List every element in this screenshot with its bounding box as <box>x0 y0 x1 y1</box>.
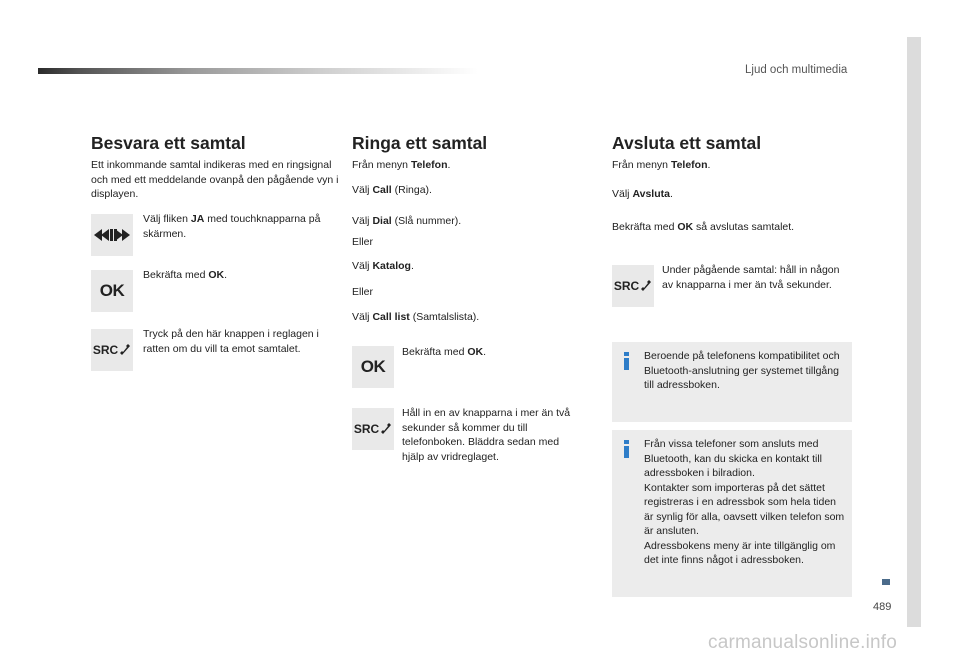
double-arrows-icon <box>94 228 130 242</box>
col2-line4: Välj Katalog. <box>352 260 414 272</box>
col3-step-src: Under pågående samtal: håll in någon av knapparna i mer än två sekunder. <box>662 264 840 291</box>
info-note-2 <box>612 430 852 597</box>
col2-line1: Från menyn Telefon. <box>352 159 451 171</box>
ok-button-icon: OK <box>352 346 394 388</box>
info-note-1-text: Beroende på telefonens kompatibilitet och Bluetooth-anslutning ger systemet tillgång till adressboken. <box>644 350 840 391</box>
col2-or1: Eller <box>352 236 374 248</box>
touch-arrows-icon <box>91 214 133 256</box>
phone-handset-icon <box>640 280 652 292</box>
src-phone-button-icon: SRC <box>91 329 133 371</box>
col1-step2: Bekräfta med OK. <box>143 269 228 281</box>
col2-step-src: Håll in en av knapparna i mer än två sekunder så kommer du till telefonboken. Bläddra sedan med hjälp av vridreglaget. <box>402 407 571 463</box>
page-number: 489 <box>873 601 892 613</box>
page-marker <box>882 579 890 585</box>
col1-intro: Ett inkommande samtal indikeras med en ringsignal och med ett meddelande ovanpå den pågående vyn i displayen. <box>91 159 339 200</box>
col2-line5: Välj Call list (Samtalslista). <box>352 311 480 323</box>
col1-step1: Välj fliken JA med touchknapparna på skärmen. <box>143 213 321 240</box>
col2-line2: Välj Call (Ringa). <box>352 184 432 196</box>
src-phone-button-icon: SRC <box>352 408 394 450</box>
footer-watermark[interactable]: carmanualsonline.info <box>708 632 898 653</box>
info-icon <box>624 440 629 458</box>
col2-or2: Eller <box>352 286 374 298</box>
col2-title: Ringa ett samtal <box>352 133 488 153</box>
col1-title: Besvara ett samtal <box>91 133 246 153</box>
info-icon <box>624 352 629 370</box>
header-gradient-bar <box>38 68 478 74</box>
section-title: Ljud och multimedia <box>745 64 848 76</box>
info-note-2-text: Från vissa telefoner som ansluts med Bluetooth, kan du skicka en kontakt till adressboken i bilradion. Kontakter som importeras på det sättet registreras i en adressbok som hela tiden är synlig för alla, oavsett vilken telefon som är ansluten. Adressbokens meny är inte tillgänglig om det inte finns något i adressboken. <box>644 438 845 566</box>
col3-line1: Från menyn Telefon. <box>612 159 711 171</box>
col2-line3: Välj Dial (Slå nummer). <box>352 215 462 227</box>
side-strip <box>907 37 921 627</box>
ok-button-icon: OK <box>91 270 133 312</box>
phone-handset-icon <box>380 423 392 435</box>
src-phone-button-icon: SRC <box>612 265 654 307</box>
info-note-1 <box>612 342 852 422</box>
col3-line3: Bekräfta med OK så avslutas samtalet. <box>612 221 795 233</box>
col2-step-ok: Bekräfta med OK. <box>402 346 487 358</box>
col3-line2: Välj Avsluta. <box>612 188 673 200</box>
col3-title: Avsluta ett samtal <box>612 133 762 153</box>
phone-handset-icon <box>119 344 131 356</box>
col1-step3: Tryck på den här knappen i reglagen i ratten om du vill ta emot samtalet. <box>143 328 319 355</box>
